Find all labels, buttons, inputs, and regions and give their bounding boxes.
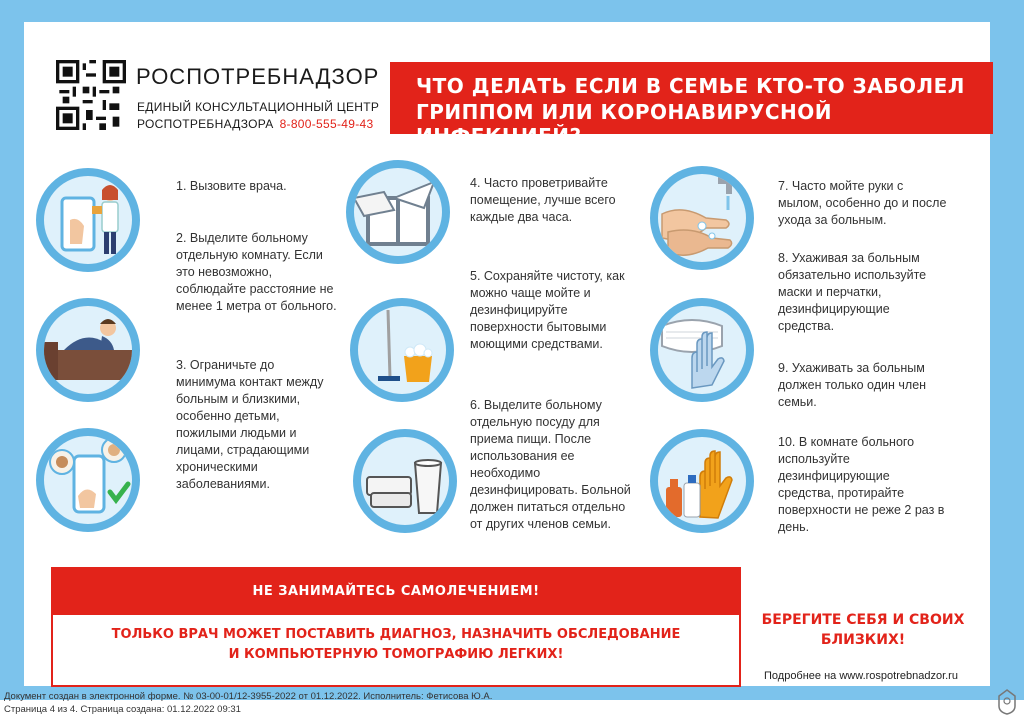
window-icon	[346, 160, 450, 264]
tip-line: дезинфицирующие	[778, 469, 890, 483]
tip-line: 7. Часто мойте руки с	[778, 179, 904, 193]
tip-line: средства.	[778, 319, 835, 333]
tip-line: должен только один член	[778, 378, 927, 392]
tip-line: дезинфицирующие	[778, 302, 890, 316]
tip-line: 1. Вызовите врача.	[176, 179, 287, 193]
emblem-icon	[996, 688, 1018, 716]
tip-line: 6. Выделите больному	[470, 398, 602, 412]
care-message	[758, 610, 968, 650]
dishes-icon	[353, 429, 457, 533]
warning-text	[53, 625, 739, 665]
tip-line: минимума контакт между	[176, 375, 324, 389]
hand-washing-icon	[650, 166, 754, 270]
tip-line: необходимо	[470, 466, 541, 480]
tip-line: маски и перчатки,	[778, 285, 882, 299]
tip-line: 3. Ограничьте до	[176, 358, 275, 372]
tip-line: соблюдайте расстояние не	[176, 282, 334, 296]
tip-9	[778, 360, 926, 411]
warning-box	[51, 567, 741, 687]
tip-line: 4. Часто проветривайте	[470, 176, 608, 190]
tip-line: моющими средствами.	[470, 337, 603, 351]
tip-line: семьи.	[778, 395, 817, 409]
tip-line: 10. В комнате больного	[778, 435, 915, 449]
tip-line: каждые два часа.	[470, 210, 573, 224]
care-line1: БЕРЕГИТЕ СЕБЯ И СВОИХ	[761, 612, 965, 628]
center-title-line2-text: РОСПОТРЕБНАДЗОРА	[137, 117, 274, 131]
tip-line: день.	[778, 520, 810, 534]
hotline-phone: 8-800-555-49-43	[279, 117, 374, 131]
tip-line: менее 1 метра от больного.	[176, 299, 337, 313]
tip-line: 9. Ухаживать за больным	[778, 361, 925, 375]
tip-line: больным и близкими,	[176, 392, 301, 406]
video-call-icon	[36, 428, 140, 532]
tip-line: дезинфицировать. Больной	[470, 483, 631, 497]
doctor-icon	[36, 168, 140, 272]
warning-line2: И КОМПЬЮТЕРНУЮ ТОМОГРАФИЮ ЛЕГКИХ!	[228, 647, 564, 662]
center-title-line2	[137, 117, 373, 131]
headline-line1: ЧТО ДЕЛАТЬ ЕСЛИ В СЕМЬЕ КТО-ТО ЗАБОЛЕЛ	[416, 74, 965, 98]
tip-line: мылом, особенно до и после	[778, 196, 947, 210]
tip-10	[778, 434, 944, 536]
tip-1	[176, 178, 287, 195]
tip-line: дезинфицируйте	[470, 303, 568, 317]
warning-title: НЕ ЗАНИМАЙТЕСЬ САМОЛЕЧЕНИЕМ!	[53, 569, 739, 615]
tip-line: приема пищи. После	[470, 432, 592, 446]
tip-line: от других членов семьи.	[470, 517, 611, 531]
tip-7	[778, 178, 946, 229]
tip-3	[176, 357, 323, 493]
sick-person-icon	[36, 298, 140, 402]
tip-line: 8. Ухаживая за больным	[778, 251, 920, 265]
qr-code-icon	[56, 60, 126, 130]
tip-line: средства, протирайте	[778, 486, 905, 500]
more-info-link[interactable]: Подробнее на www.rospotrebnadzor.ru	[764, 670, 958, 682]
tip-line: отдельную посуду для	[470, 415, 600, 429]
center-title-line1: ЕДИНЫЙ КОНСУЛЬТАЦИОННЫЙ ЦЕНТР	[137, 100, 380, 114]
tip-4	[470, 175, 616, 226]
footer-document-line: Документ создан в электронной форме. № 03-00-01/12-3955-2022 от 01.12.2022. Исполнитель: Фетисова Ю.А.	[4, 691, 493, 702]
tip-line: лицами, страдающими	[176, 443, 310, 457]
tip-line: должен питаться отдельно	[470, 500, 626, 514]
tip-line: помещение, лучше всего	[470, 193, 616, 207]
tip-line: ухода за больным.	[778, 213, 887, 227]
tip-line: особенно детьми,	[176, 409, 280, 423]
tip-line: использования ее	[470, 449, 575, 463]
mask-gloves-icon	[650, 298, 754, 402]
headline-banner	[390, 62, 993, 148]
footer-page-line: Страница 4 из 4. Страница создана: 01.12.2022 09:31	[4, 704, 241, 715]
tip-line: заболеваниями.	[176, 477, 270, 491]
tip-line: пожилыми людьми и	[176, 426, 297, 440]
tip-line: используйте	[778, 452, 850, 466]
warning-line1: ТОЛЬКО ВРАЧ МОЖЕТ ПОСТАВИТЬ ДИАГНОЗ, НАЗНАЧИТЬ ОБСЛЕДОВАНИЕ	[111, 627, 681, 642]
mop-bucket-icon	[350, 298, 454, 402]
tip-5	[470, 268, 625, 353]
tip-line: 2. Выделите больному	[176, 231, 308, 245]
tip-8	[778, 250, 926, 335]
tip-line: отдельную комнату. Если	[176, 248, 323, 262]
tip-line: это невозможно,	[176, 265, 273, 279]
disinfectant-icon	[650, 429, 754, 533]
tip-line: поверхности не реже 2 раз в	[778, 503, 945, 517]
care-line2: БЛИЗКИХ!	[820, 632, 906, 648]
tip-6	[470, 397, 631, 533]
brand-name: РОСПОТРЕБНАДЗОР	[136, 64, 380, 89]
tip-2	[176, 230, 337, 315]
tip-line: поверхности бытовыми	[470, 320, 607, 334]
tip-line: обязательно используйте	[778, 268, 927, 282]
tip-line: 5. Сохраняйте чистоту, как	[470, 269, 625, 283]
headline-line2: ГРИППОМ ИЛИ КОРОНАВИРУСНОЙ ИНФЕКЦИЕЙ?	[416, 100, 832, 148]
tip-line: хроническими	[176, 460, 258, 474]
tip-line: можно чаще мойте и	[470, 286, 591, 300]
